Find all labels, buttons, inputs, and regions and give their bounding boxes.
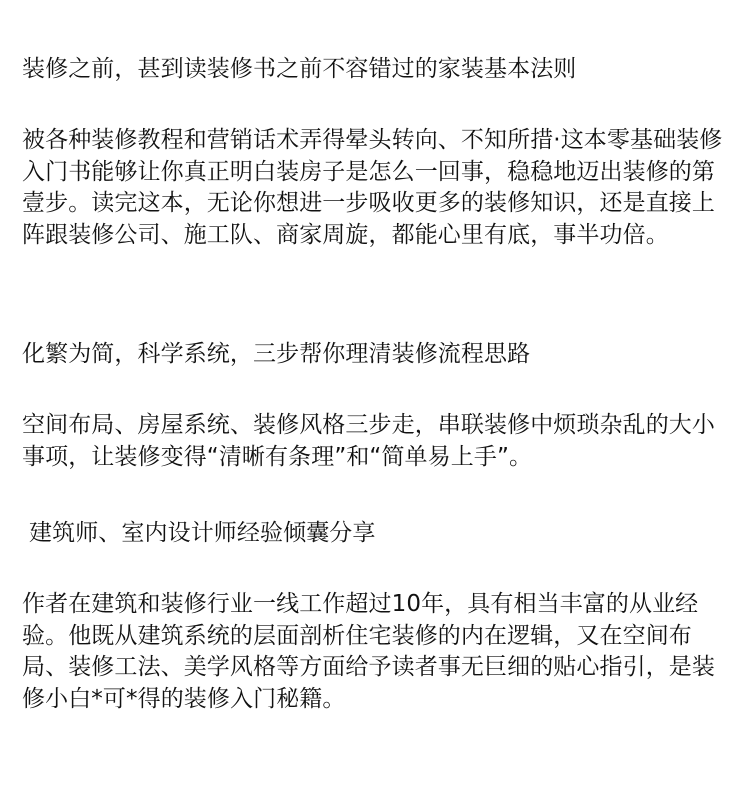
method-paragraph: 空间布局、房屋系统、装修风格三步走，串联装修中烦琐杂乱的大小事项，让装修变得“清晰有条理”和“简单易上手”。 [22, 412, 715, 470]
author-paragraph: 作者在建筑和装修行业一线工作超过10年，具有相当丰富的从业经验。他既从建筑系统的层面剖析住宅装修的内在逻辑，又在空间布局、装修工法、美学风格等方面给予读者事无巨细的贴心指引，是装修小白*可*得的装修入门秘籍。 [22, 591, 715, 712]
section-heading-author: 建筑师、室内设计师经验倾囊分享 [29, 520, 376, 546]
section-heading-method: 化繁为简，科学系统，三步帮你理清装修流程思路 [22, 341, 531, 367]
intro-paragraph: 被各种装修教程和营销话术弄得晕头转向、不知所措·这本零基础装修入门书能够让你真正明白装房子是怎么一回事，稳稳地迈出装修的第壹步。读完这本，无论你想进一步吸收更多的装修知识，还是直接上阵跟装修公司、施工队、商家周旋，都能心里有底，事半功倍。 [22, 127, 723, 248]
intro-heading: 装修之前，甚到读装修书之前不容错过的家装基本法则 [22, 56, 577, 82]
